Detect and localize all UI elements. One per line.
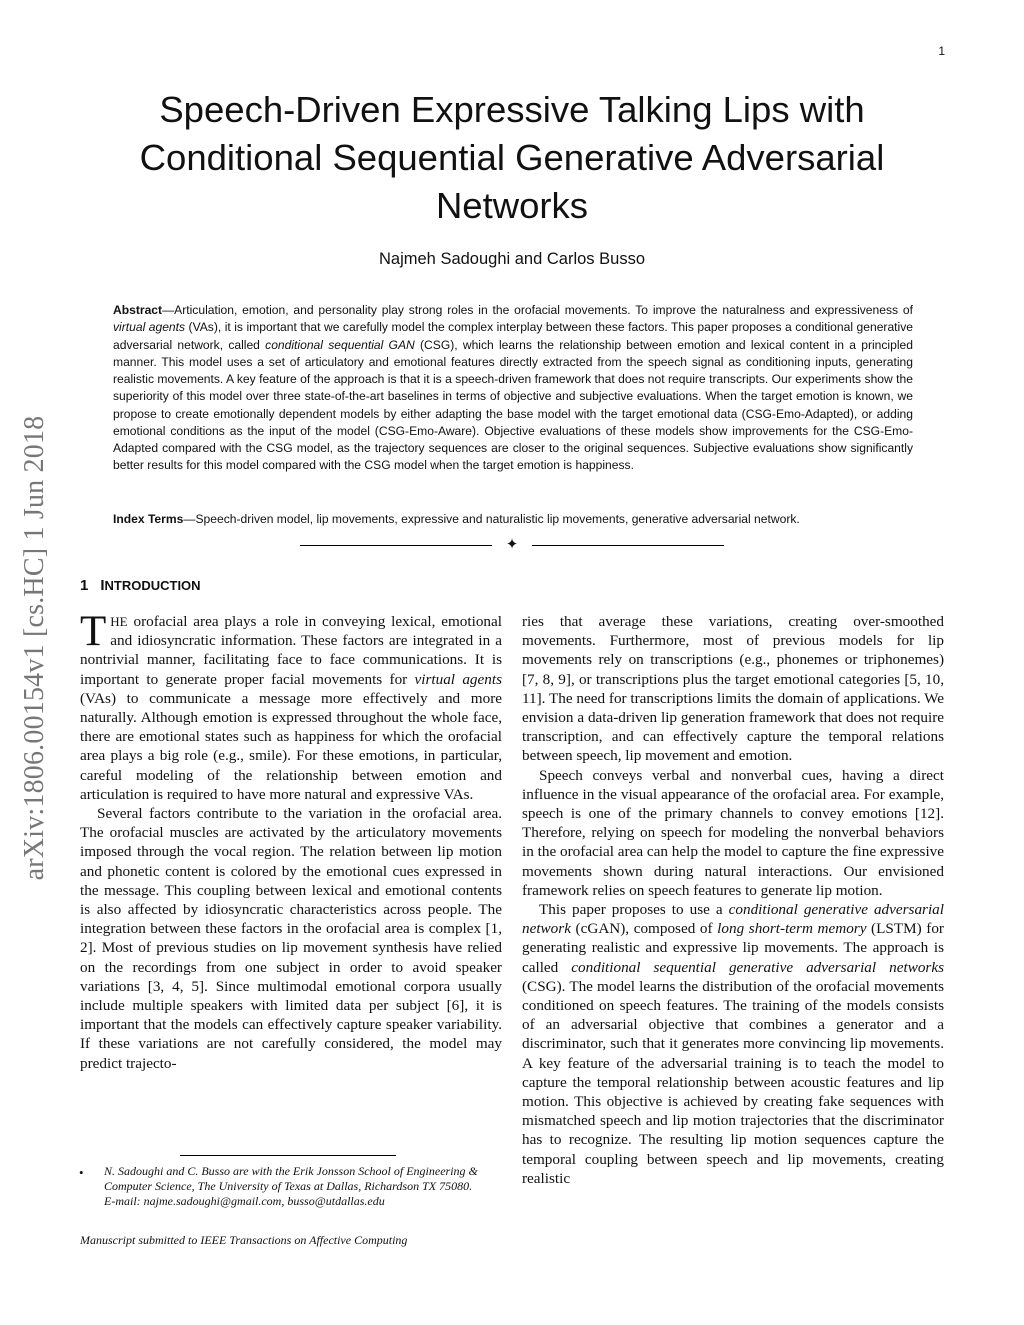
intro-p5-text-c: (LSTM) for generating realistic and expressive lip movements. The approach is called xyxy=(522,920,944,976)
affiliation-footnote xyxy=(80,1164,504,1209)
left-column xyxy=(80,608,502,1073)
page-number: 1 xyxy=(938,44,945,58)
section-heading-introduction xyxy=(80,577,201,594)
intro-paragraph-2: Several factors contribute to the variation in the orofacial area. The orofacial muscles are activated by the articulatory movements imposed through the vocal region. The relation between lip motion and phonetic content is colored by the emotional cues expressed in the message. This coupling between lexical and emotional contents is also affected by idiosyncratic characteristics across people. The integration between these factors in the orofacial area is complex [1, 2]. Most of previous studies on lip movement synthesis have relied on the recordings from one subject in order to avoid speaker variations [3, 4, 5]. Since multimodal emotional corpora usually include multiple speakers with limited data per subject [6], it is important that the models can effectively capture speaker variability. If these variations are not carefully considered, the model may predict trajecto- xyxy=(80,805,502,1072)
intro-paragraph-1 xyxy=(80,608,502,804)
section-title-first-letter: I xyxy=(100,577,105,594)
section-title-rest: NTRODUCTION xyxy=(104,578,201,593)
section-divider xyxy=(300,538,724,552)
abstract-text-3: (CSG), which learns the relationship between emotion and lexical content in a principled manner. This model uses a set of articulatory and emotional features directly extracted from the speech signal as conditioning inputs, generating realistic movements. A key feature of the approach is that it is a speech-driven framework that does not require transcripts. Our experiments show the superiority of this model over three state-of-the-art baselines in terms of objective and subjective evaluations. When the target emotion is known, we propose to create emotionally dependent models by either adapting the base model with the target emotional data (CSG-Emo-Adapted), or adding emotional conditions as the input of the model (CSG-Emo-Aware). Objective evaluations of these models show improvements for the CSG-Emo-Adapted compared with the CSG model, as the trajectory sequences are closer to the original sequences. Subjective evaluations show significantly better results for this model compared with the CSG model when the target emotion is happiness. xyxy=(113,337,913,473)
intro-p5-text-a: This paper proposes to use a xyxy=(539,901,729,919)
index-terms-text: —Speech-driven model, lip movements, expressive and naturalistic lip movements, generative adversarial network. xyxy=(183,512,800,526)
intro-p1-text-a: orofacial area plays a role in conveying lexical, emotional and idiosyncratic information. These factors are integrated in a nontrivial manner, facilitating face to face communications. It is important to generate proper facial movements for xyxy=(80,613,502,688)
footnote-rule xyxy=(180,1155,396,1156)
footnote-bullet: • xyxy=(79,1165,84,1180)
intro-p5-text-d: (CSG). The model learns the distribution of the orofacial movements conditioned on speech features. The training of the models consists of an adversarial objective that combines a generator and a discriminator, such that it generates more convincing lip movements. A key feature of the adversarial training is to teach the model to capture the temporal relationship between acoustic features and lip motion. This objective is achieved by creating fake sequences with mismatched speech and lip motion trajectories that the discriminator has to recognize. The resulting lip motion sequences capture the temporal coupling between speech and lip movements, creating realistic xyxy=(522,977,944,1187)
divider-star-icon: ✦ xyxy=(505,536,519,553)
manuscript-note: Manuscript submitted to IEEE Transactions on Affective Computing xyxy=(80,1233,408,1247)
index-terms-label: Index Terms xyxy=(113,512,184,526)
paper-title: Speech-Driven Expressive Talking Lips with Conditional Sequential Generative Adversarial Networks xyxy=(139,89,885,226)
arxiv-identifier[interactable]: arXiv:1806.00154v1 [cs.HC] 1 Jun 2018 xyxy=(19,415,50,881)
abstract-label: Abstract xyxy=(113,303,163,317)
abstract-emphasis-2: conditional sequential GAN xyxy=(265,337,415,352)
footnote-email[interactable]: E-mail: najme.sadoughi@gmail.com, busso@utdallas.edu xyxy=(104,1194,385,1208)
abstract-text-1: —Articulation, emotion, and personality play strong roles in the orofacial movements. To improve the naturalness and expressiveness of xyxy=(162,303,913,317)
divider-line-right xyxy=(532,545,724,546)
intro-paragraph-4: Speech conveys verbal and nonverbal cues, having a direct influence in the visual appearance of the orofacial area. For example, speech is one of the primary channels to convey emotions [12]. Therefore, relying on speech for modeling the nonverbal behaviors in the orofacial area can help the model to capture the fine expressive movements shown during natural interactions. Our envisioned framework relies on speech features to generate lip motion. xyxy=(522,766,944,899)
intro-p5-text-b: (cGAN), composed of xyxy=(570,920,718,938)
footnote-affiliation: N. Sadoughi and C. Busso are with the Erik Jonsson School of Engineering & Computer Science, The University of Texas at Dallas, Richardson TX 75080. xyxy=(104,1164,478,1193)
arxiv-side-stamp xyxy=(13,365,57,931)
abstract xyxy=(113,302,913,475)
intro-p5-emphasis-1: conditional generative adversarial network xyxy=(522,901,944,938)
right-column xyxy=(522,612,944,1188)
intro-p1-emphasis: virtual agents xyxy=(414,670,502,688)
drop-cap-continuation: HE xyxy=(110,614,128,629)
intro-paragraph-3: ries that average these variations, creating over-smoothed movements. Furthermore, most of previous models for lip movements rely on transcriptions (e.g., phonemes or triphonemes) [7, 8, 9], or transcriptions plus the target emotional categories [5, 10, 11]. The need for transcriptions limits the domain of applications. We envision a data-driven lip generation framework that does not require transcription, and can effectively capture the temporal relations between speech, lip movement and emotion. xyxy=(522,613,944,765)
index-terms xyxy=(113,511,913,528)
intro-paragraph-5 xyxy=(522,900,944,1188)
abstract-emphasis-1: virtual agents xyxy=(113,320,186,335)
drop-cap: T xyxy=(80,608,107,655)
section-number: 1 xyxy=(80,577,89,594)
intro-p1-text-b: (VAs) to communicate a message more effectively and more naturally. Although emotion is expressed throughout the whole face, there are emotional states such as happiness for which the orofacial area plays a big role (e.g., smile). For these emotions, in particular, careful modeling of the relationship between emotion and articulation is required to have more natural and expressive VAs. xyxy=(80,689,502,803)
abstract-text-2: (VAs), it is important that we carefully model the complex interplay between these factors. This paper proposes a conditional generative adversarial network, called xyxy=(113,320,913,352)
paper-authors: Najmeh Sadoughi and Carlos Busso xyxy=(379,250,645,268)
intro-p5-emphasis-2: long short-term memory xyxy=(717,920,867,938)
intro-p5-emphasis-3: conditional sequential generative adversarial networks xyxy=(571,958,944,976)
divider-line-left xyxy=(300,545,492,546)
